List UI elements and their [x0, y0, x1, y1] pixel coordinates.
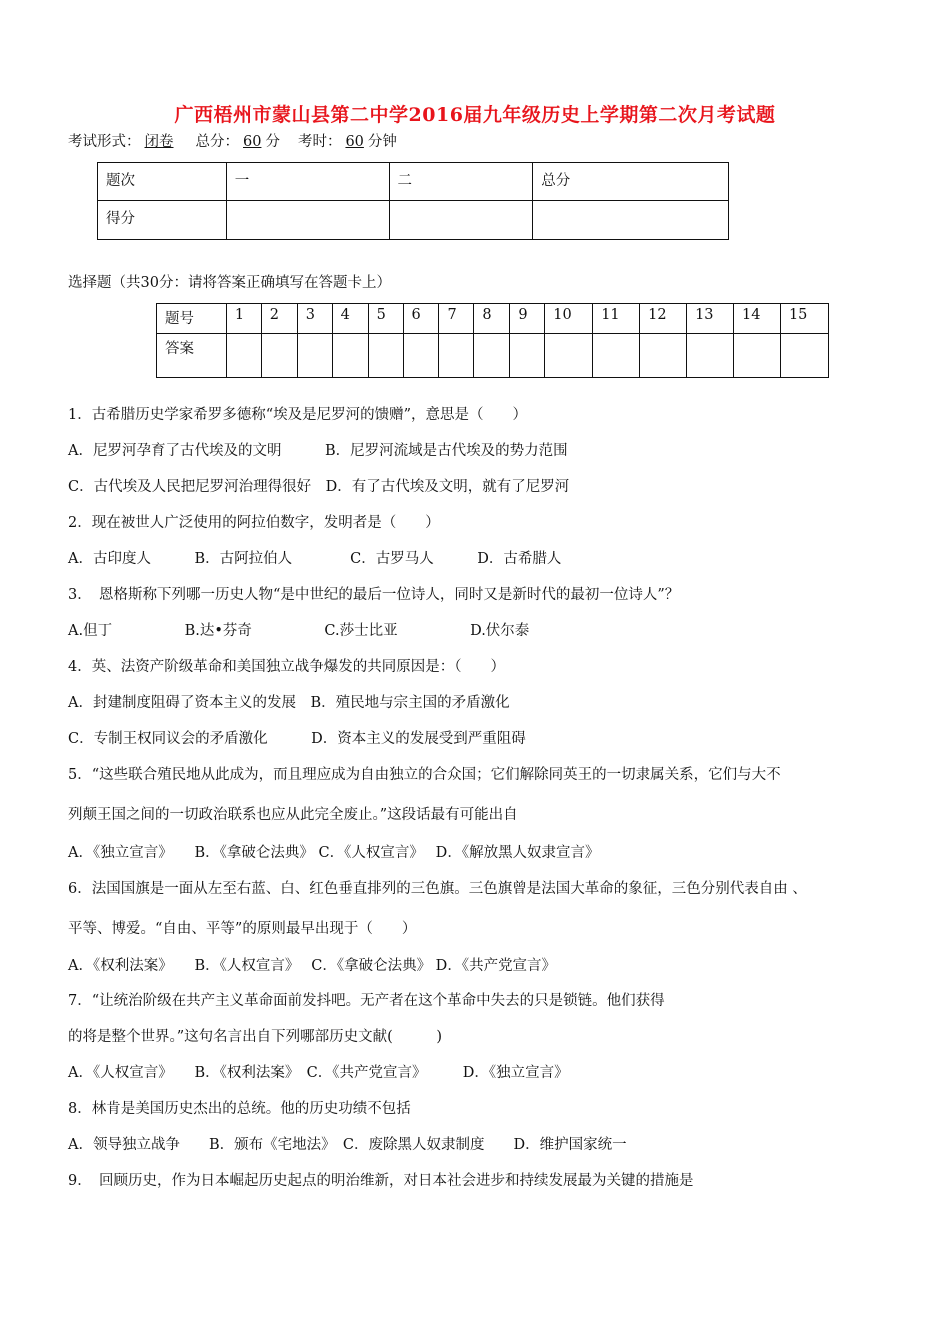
question-number: 1: [226, 304, 261, 334]
answer-cell: [261, 334, 297, 378]
option-line: A．领导独立战争 B．颁布《宅地法》 C．废除黑人奴隶制度 D．维护国家统一: [68, 1137, 627, 1153]
form-value: 闭卷: [144, 134, 174, 150]
answer-cell: [474, 334, 510, 378]
score-header-row: [98, 163, 729, 201]
score-header-cell: 二: [389, 163, 533, 201]
question-number: 7: [439, 304, 474, 334]
question-number: 3: [297, 304, 332, 334]
question-number: 5: [368, 304, 403, 334]
question-line: 2．现在被世人广泛使用的阿拉伯数字，发明者是（ ）: [68, 515, 440, 531]
score-row-label: 得分: [98, 201, 227, 240]
option-line: A．《人权宣言》 B．《权利法案》 C．《共产党宣言》 D．《独立宣言》: [68, 1065, 569, 1081]
section-title: 选择题（共30分：请将答案正确填写在答题卡上）: [68, 275, 391, 291]
score-row: [98, 201, 729, 240]
answer-cell: [510, 334, 545, 378]
question-line: 平等、博爱。“自由、平等”的原则最早出现于（ ）: [68, 921, 417, 937]
answer-header-row: [157, 304, 829, 334]
answer-cell: [545, 334, 593, 378]
answer-cell: [439, 334, 474, 378]
option-line: A．《独立宣言》 B．《拿破仑法典》 C．《人权宣言》 D．《解放黑人奴隶宣言》: [68, 845, 600, 861]
question-number: 2: [261, 304, 297, 334]
score-header-cell: 总分: [533, 163, 729, 201]
question-number: 8: [474, 304, 510, 334]
option-line: A.但丁 B.达•芬奇 C.莎士比亚 D.伏尔泰: [68, 623, 530, 639]
question-line: 8．林肯是美国历史杰出的总统。他的历史功绩不包括: [68, 1101, 411, 1117]
question-number: 6: [403, 304, 439, 334]
question-number: 13: [687, 304, 734, 334]
question-number: 15: [780, 304, 828, 334]
answer-cell: [226, 334, 261, 378]
question-line: 4．英、法资产阶级革命和美国独立战争爆发的共同原因是：（ ）: [68, 659, 505, 675]
option-line: A．《权利法案》 B．《人权宣言》 C．《拿破仑法典》 D．《共产党宣言》: [68, 958, 557, 974]
score-header-cell: 题次: [98, 163, 227, 201]
page-title: 广西梧州市蒙山县第二中学2016届九年级历史上学期第二次月考试题: [174, 104, 776, 126]
score-table: [97, 162, 729, 240]
option-line: A．古印度人 B．古阿拉伯人 C．古罗马人 D．古希腊人: [68, 551, 562, 567]
answer-row-label: 答案: [157, 334, 227, 378]
answer-row: [157, 334, 829, 378]
question-line: 5．“这些联合殖民地从此成为，而且理应成为自由独立的合众国；它们解除同英王的一切隶属关系，它们与大不: [68, 767, 781, 783]
answer-cell: [593, 334, 640, 378]
time-value: 60: [345, 134, 364, 150]
option-line: A．尼罗河孕育了古代埃及的文明 B．尼罗河流域是古代埃及的势力范围: [68, 443, 568, 459]
answer-header-label: 题号: [157, 304, 227, 334]
question-number: 12: [640, 304, 687, 334]
answer-cell: [368, 334, 403, 378]
total-label: 总分：: [195, 134, 239, 150]
score-cell: [533, 201, 729, 240]
question-line: 列颠王国之间的一切政治联系也应从此完全废止。”这段话最有可能出自: [68, 807, 518, 823]
time-label: 考时：: [297, 134, 342, 150]
exam-info: [68, 130, 397, 151]
score-header-cell: 一: [226, 163, 389, 201]
answer-cell: [780, 334, 828, 378]
question-number: 9: [510, 304, 545, 334]
question-number: 11: [593, 304, 640, 334]
question-number: 14: [734, 304, 781, 334]
question-number: 4: [332, 304, 368, 334]
question-line: 3． 恩格斯称下列哪一历史人物“是中世纪的最后一位诗人，同时又是新时代的最初一位诗人”？: [68, 587, 680, 603]
answer-table: [156, 303, 829, 378]
answer-cell: [297, 334, 332, 378]
total-unit: 分: [265, 134, 280, 150]
score-cell: [389, 201, 533, 240]
time-unit: 分钟: [367, 134, 397, 150]
answer-cell: [640, 334, 687, 378]
score-cell: [226, 201, 389, 240]
answer-cell: [687, 334, 734, 378]
option-line: C．古代埃及人民把尼罗河治理得很好 D．有了古代埃及文明，就有了尼罗河: [68, 479, 570, 495]
question-line: 的将是整个世界。”这句名言出自下列哪部历史文献( ): [68, 1029, 442, 1045]
question-line: 7．“让统治阶级在共产主义革命面前发抖吧。无产者在这个革命中失去的只是锁链。他们获得: [68, 993, 665, 1009]
option-line: A．封建制度阻碍了资本主义的发展 B．殖民地与宗主国的矛盾激化: [68, 695, 510, 711]
question-line: 1．古希腊历史学家希罗多德称“埃及是尼罗河的馈赠”，意思是（ ）: [68, 407, 528, 423]
total-value: 60: [243, 134, 262, 150]
question-number: 10: [545, 304, 593, 334]
answer-cell: [403, 334, 439, 378]
question-line: 9． 回顾历史，作为日本崛起历史起点的明治维新，对日本社会进步和持续发展最为关键的措施是: [68, 1173, 694, 1189]
question-line: 6．法国国旗是一面从左至右蓝、白、红色垂直排列的三色旗。三色旗曾是法国大革命的象征，三色分别代表自由 、: [68, 881, 807, 897]
form-label: 考试形式：: [68, 134, 141, 150]
answer-cell: [734, 334, 781, 378]
option-line: C．专制王权同议会的矛盾激化 D．资本主义的发展受到严重阻碍: [68, 731, 526, 747]
answer-cell: [332, 334, 368, 378]
